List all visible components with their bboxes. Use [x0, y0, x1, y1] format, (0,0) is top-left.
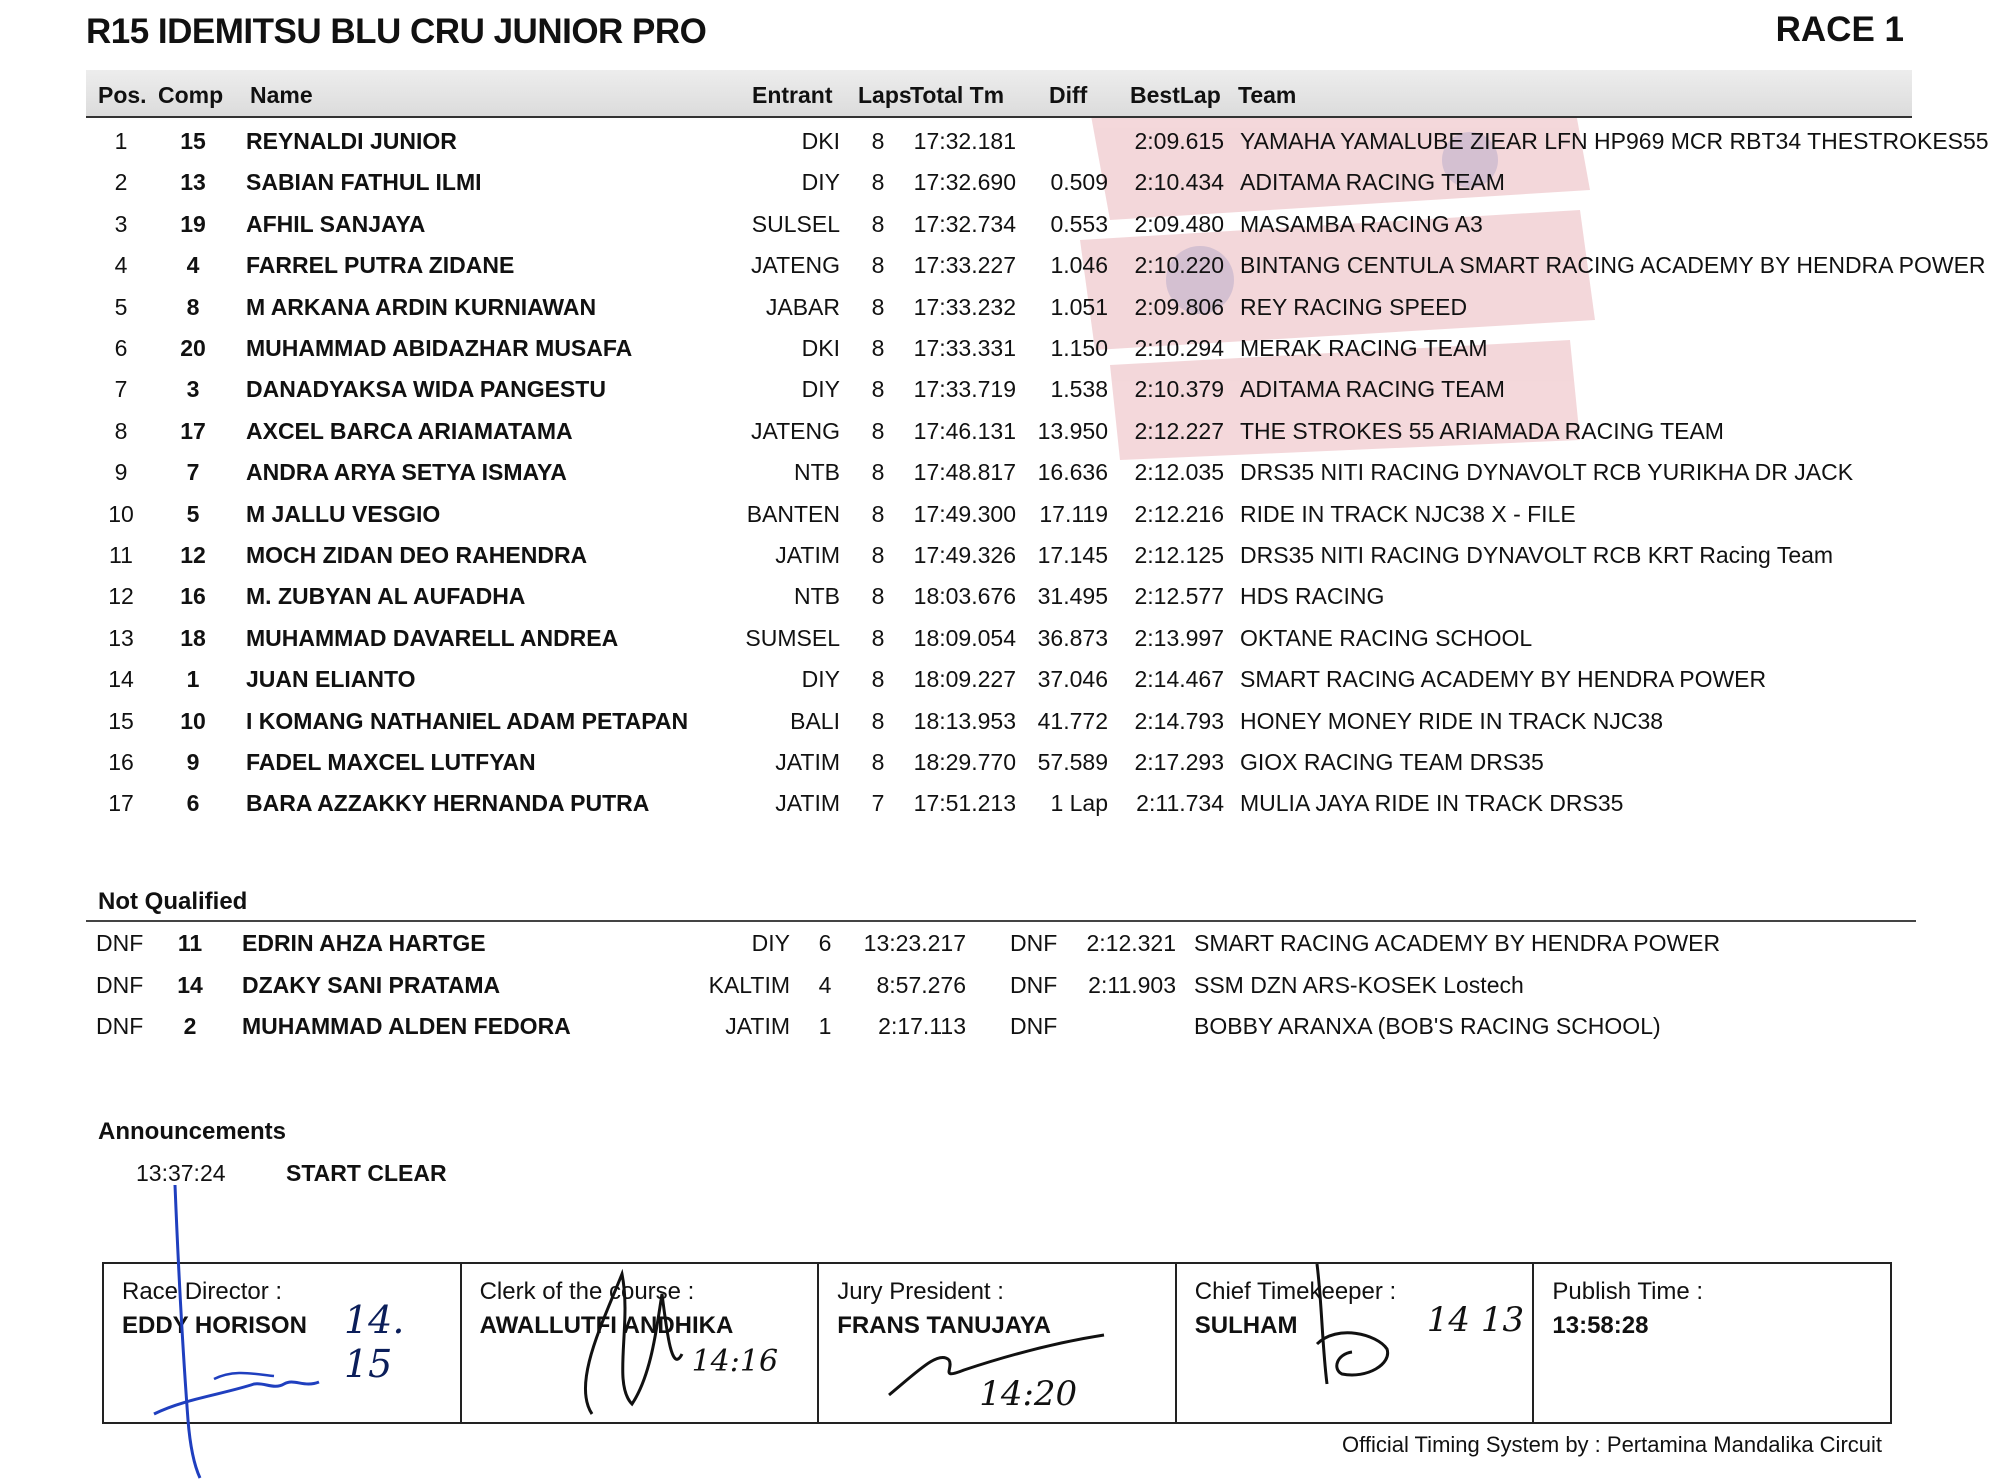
cell-name: MUHAMMAD ALDEN FEDORA — [242, 1013, 571, 1039]
header-pos: Pos. — [98, 82, 147, 108]
cell-name: EDRIN AHZA HARTGE — [242, 930, 486, 956]
cell-laps: 8 — [871, 583, 885, 610]
cell-pos: 2 — [114, 169, 128, 196]
table-row — [0, 964, 2000, 1005]
table-row — [0, 1005, 2000, 1046]
table-row — [0, 451, 2000, 492]
cell-pos: 15 — [108, 707, 134, 734]
cell-pos: 16 — [108, 749, 134, 775]
cell-diff: 1 Lap — [1050, 790, 1108, 817]
cell-entrant: JABAR — [765, 293, 840, 320]
cell-total: 17:33.331 — [913, 335, 1016, 361]
cell-best: 2:09.480 — [1134, 210, 1224, 237]
cell-comp: 20 — [180, 335, 206, 361]
document-title: R15 IDEMITSU BLU CRU JUNIOR PRO — [86, 12, 707, 51]
cell-comp: 7 — [186, 459, 200, 486]
table-row — [0, 922, 2000, 963]
header-laps: Laps — [858, 82, 912, 108]
cell-best: 2:12.577 — [1134, 583, 1224, 610]
table-row — [0, 286, 2000, 327]
cell-team: DRS35 NITI RACING DYNAVOLT RCB KRT Racing Team — [1240, 542, 1834, 568]
cell-comp: 16 — [180, 583, 206, 610]
handwritten-time: 14:16 — [691, 1344, 779, 1379]
cell-pos: 4 — [114, 252, 128, 279]
not-qualified-title: Not Qualified — [98, 888, 248, 915]
table-row — [0, 244, 2000, 285]
cell-pos: 9 — [114, 459, 128, 486]
cell-entrant: JATIM — [775, 749, 840, 775]
cell-best: 2:11.734 — [1136, 790, 1224, 817]
cell-laps: 8 — [871, 335, 885, 361]
cell-laps: 8 — [871, 459, 885, 486]
cell-name: M ARKANA ARDIN KURNIAWAN — [246, 293, 597, 320]
cell-total: 2:17.113 — [878, 1013, 966, 1039]
signature-role: Race Director : — [122, 1278, 283, 1305]
cell-comp: 18 — [180, 624, 206, 651]
cell-entrant: DIY — [801, 666, 840, 693]
cell-pos: 1 — [114, 128, 128, 154]
cell-laps: 8 — [871, 624, 885, 651]
cell-name: FARREL PUTRA ZIDANE — [246, 252, 515, 279]
cell-laps: 8 — [871, 749, 885, 775]
cell-team: YAMAHA YAMALUBE ZIEAR LFN HP969 MCR RBT34 THESTROKES55 — [1240, 128, 1989, 154]
cell-total: 18:29.770 — [913, 749, 1016, 775]
signature-name: SULHAM — [1194, 1312, 1298, 1339]
cell-name: AFHIL SANJAYA — [246, 210, 426, 237]
cell-comp: 9 — [186, 749, 200, 775]
cell-entrant: BALI — [790, 707, 840, 734]
cell-comp: 11 — [177, 930, 203, 956]
cell-team: ADITAMA RACING TEAM — [1240, 376, 1505, 403]
cell-laps: 8 — [871, 376, 885, 403]
cell-total: 17:33.719 — [913, 376, 1016, 403]
cell-name: JUAN ELIANTO — [246, 666, 416, 693]
cell-team: MASAMBA RACING A3 — [1240, 210, 1483, 237]
cell-diff: 0.509 — [1050, 169, 1108, 196]
cell-team: RIDE IN TRACK NJC38 X - FILE — [1240, 500, 1576, 527]
signature-role: Chief Timekeeper : — [1194, 1278, 1397, 1305]
cell-diff: 41.772 — [1037, 707, 1108, 734]
header-bestlap: BestLap — [1130, 82, 1221, 108]
cell-name: BARA AZZAKKY HERNANDA PUTRA — [246, 790, 650, 817]
cell-name: MOCH ZIDAN DEO RAHENDRA — [246, 542, 588, 568]
cell-laps: 8 — [871, 542, 885, 568]
announcement-text: START CLEAR — [286, 1160, 447, 1186]
cell-name: AXCEL BARCA ARIAMATAMA — [246, 417, 573, 444]
cell-team: ADITAMA RACING TEAM — [1240, 169, 1505, 196]
cell-diff: DNF — [1010, 971, 1058, 998]
cell-total: 17:48.817 — [913, 459, 1016, 486]
cell-best: 2:10.379 — [1134, 376, 1224, 403]
table-row — [0, 782, 2000, 823]
cell-pos: 3 — [114, 210, 128, 237]
handwritten-time: 14 13 — [1426, 1300, 1525, 1340]
signature-role: Jury President : — [837, 1278, 1004, 1305]
cell-comp: 6 — [186, 790, 200, 817]
cell-laps: 8 — [871, 666, 885, 693]
cell-pos: 13 — [108, 624, 134, 651]
cell-best: 2:10.294 — [1134, 335, 1224, 361]
cell-diff: DNF — [1010, 1013, 1058, 1039]
cell-team: SMART RACING ACADEMY BY HENDRA POWER — [1194, 930, 1721, 956]
cell-entrant: NTB — [794, 583, 840, 610]
announcements-title: Announcements — [98, 1118, 287, 1145]
cell-diff: 37.046 — [1037, 666, 1108, 693]
cell-entrant: DKI — [801, 335, 840, 361]
cell-team: GIOX RACING TEAM DRS35 — [1240, 749, 1544, 775]
cell-team: OKTANE RACING SCHOOL — [1240, 624, 1533, 651]
cell-laps: 4 — [818, 971, 832, 998]
cell-diff: 1.046 — [1050, 252, 1108, 279]
cell-total: 17:33.227 — [913, 252, 1016, 279]
cell-name: DZAKY SANI PRATAMA — [242, 971, 501, 998]
cell-pos: 14 — [108, 666, 134, 693]
cell-laps: 6 — [818, 930, 832, 956]
cell-comp: 5 — [186, 500, 200, 527]
cell-diff: 57.589 — [1037, 749, 1108, 775]
cell-diff: DNF — [1010, 930, 1058, 956]
cell-team: REY RACING SPEED — [1240, 293, 1468, 320]
cell-total: 17:51.213 — [913, 790, 1016, 817]
table-row — [0, 741, 2000, 782]
header-name: Name — [250, 82, 313, 108]
cell-best: 2:13.997 — [1134, 624, 1224, 651]
signature-name: EDDY HORISON — [122, 1312, 307, 1339]
cell-entrant: BANTEN — [746, 500, 840, 527]
table-row — [0, 700, 2000, 741]
cell-comp: 15 — [180, 128, 206, 154]
cell-pos: 17 — [108, 790, 134, 817]
cell-pos: 8 — [114, 417, 128, 444]
handwritten-time: 14:20 — [979, 1374, 1078, 1414]
cell-diff: 1.538 — [1050, 376, 1108, 403]
cell-team: BINTANG CENTULA SMART RACING ACADEMY BY HENDRA POWER — [1240, 252, 1986, 279]
cell-team: SSM DZN ARS-KOSEK Lostech — [1194, 971, 1524, 998]
cell-best: 2:10.220 — [1134, 252, 1224, 279]
table-row — [0, 368, 2000, 409]
cell-team: THE STROKES 55 ARIAMADA RACING TEAM — [1240, 417, 1724, 444]
cell-name: M. ZUBYAN AL AUFADHA — [246, 583, 526, 610]
cell-team: BOBBY ARANXA (BOB'S RACING SCHOOL) — [1194, 1013, 1661, 1039]
cell-diff: 1.051 — [1050, 293, 1108, 320]
cell-best: 2:14.467 — [1134, 666, 1224, 693]
cell-entrant: JATIM — [725, 1013, 790, 1039]
cell-diff: 17.145 — [1037, 542, 1108, 568]
cell-diff: 16.636 — [1037, 459, 1108, 486]
cell-best: 2:12.321 — [1086, 930, 1176, 956]
cell-pos: 11 — [109, 542, 133, 568]
signature-box-jury-president — [819, 1264, 1177, 1422]
cell-total: 17:49.300 — [913, 500, 1016, 527]
cell-team: SMART RACING ACADEMY BY HENDRA POWER — [1240, 666, 1767, 693]
cell-best: 2:17.293 — [1134, 749, 1224, 775]
cell-laps: 8 — [871, 500, 885, 527]
cell-laps: 8 — [871, 252, 885, 279]
cell-total: 18:13.953 — [913, 707, 1016, 734]
cell-comp: 4 — [186, 252, 200, 279]
cell-diff: 17.119 — [1039, 500, 1108, 527]
cell-best: 2:10.434 — [1134, 169, 1224, 196]
cell-best: 2:14.793 — [1134, 707, 1224, 734]
cell-laps: 8 — [871, 293, 885, 320]
header-rule — [86, 116, 1912, 118]
cell-name: M JALLU VESGIO — [246, 500, 441, 527]
cell-comp: 12 — [180, 542, 206, 568]
cell-pos: 10 — [108, 500, 134, 527]
cell-total: 8:57.276 — [876, 971, 966, 998]
signature-box-chief-timekeeper — [1177, 1264, 1535, 1422]
header-team: Team — [1238, 82, 1297, 108]
cell-pos: DNF — [96, 971, 144, 998]
cell-diff: 13.950 — [1037, 417, 1108, 444]
cell-entrant: JATENG — [750, 417, 840, 444]
table-row — [0, 534, 2000, 575]
table-row — [0, 617, 2000, 658]
header-diff: Diff — [1049, 82, 1088, 108]
cell-entrant: NTB — [794, 459, 840, 486]
table-row — [0, 327, 2000, 368]
cell-entrant: JATIM — [775, 790, 840, 817]
cell-name: I KOMANG NATHANIEL ADAM PETAPAN — [246, 707, 689, 734]
cell-name: MUHAMMAD ABIDAZHAR MUSAFA — [246, 335, 633, 361]
cell-team: HDS RACING — [1240, 583, 1385, 610]
cell-name: FADEL MAXCEL LUTFYAN — [246, 749, 536, 775]
cell-comp: 1 — [186, 666, 200, 693]
signature-name: AWALLUTFI ANDHIKA — [479, 1312, 734, 1339]
cell-total: 18:09.054 — [913, 624, 1016, 651]
cell-total: 18:09.227 — [913, 666, 1016, 693]
cell-name: DANADYAKSA WIDA PANGESTU — [246, 376, 606, 403]
cell-best: 2:12.216 — [1134, 500, 1224, 527]
cell-comp: 17 — [180, 417, 206, 444]
cell-name: MUHAMMAD DAVARELL ANDREA — [246, 624, 619, 651]
cell-best: 2:11.903 — [1088, 971, 1176, 998]
cell-total: 17:32.690 — [913, 169, 1016, 196]
table-row — [0, 410, 2000, 451]
table-row — [0, 120, 2000, 161]
cell-comp: 2 — [183, 1013, 197, 1039]
cell-total: 17:32.181 — [913, 128, 1016, 154]
cell-name: ANDRA ARYA SETYA ISMAYA — [246, 459, 567, 486]
cell-best: 2:09.615 — [1134, 128, 1224, 154]
cell-name: REYNALDI JUNIOR — [246, 128, 457, 154]
table-row — [0, 493, 2000, 534]
header-entrant: Entrant — [752, 82, 833, 108]
signature-role: Clerk of the course : — [479, 1278, 695, 1305]
cell-total: 17:33.232 — [913, 293, 1016, 320]
cell-total: 17:49.326 — [913, 542, 1016, 568]
cell-laps: 8 — [871, 417, 885, 444]
cell-laps: 1 — [818, 1013, 832, 1039]
cell-total: 13:23.217 — [863, 930, 966, 956]
cell-entrant: KALTIM — [708, 971, 790, 998]
cell-laps: 8 — [871, 707, 885, 734]
header-comp: Comp — [158, 82, 224, 108]
cell-pos: 6 — [114, 335, 128, 361]
table-row — [0, 575, 2000, 616]
cell-comp: 14 — [177, 971, 203, 998]
cell-comp: 3 — [186, 376, 200, 403]
cell-pos: 12 — [108, 583, 134, 610]
cell-name: SABIAN FATHUL ILMI — [246, 169, 482, 196]
table-row — [0, 658, 2000, 699]
cell-diff: 31.495 — [1037, 583, 1108, 610]
cell-pos: 7 — [114, 376, 128, 403]
cell-comp: 10 — [180, 707, 206, 734]
cell-entrant: JATENG — [750, 252, 840, 279]
signature-box-race-director — [104, 1264, 462, 1422]
cell-comp: 13 — [180, 169, 206, 196]
cell-laps: 8 — [871, 128, 885, 154]
cell-team: HONEY MONEY RIDE IN TRACK NJC38 — [1240, 707, 1664, 734]
cell-team: MERAK RACING TEAM — [1240, 335, 1488, 361]
cell-laps: 8 — [871, 169, 885, 196]
signature-box-publish-time — [1534, 1264, 1890, 1422]
column-header — [86, 70, 1912, 116]
cell-pos: DNF — [96, 1013, 144, 1039]
table-row — [0, 203, 2000, 244]
cell-comp: 8 — [186, 293, 200, 320]
cell-laps: 7 — [871, 790, 885, 817]
cell-diff: 1.150 — [1050, 335, 1108, 361]
table-row — [0, 161, 2000, 202]
cell-diff: 36.873 — [1037, 624, 1108, 651]
cell-pos: 5 — [114, 293, 128, 320]
signature-name: FRANS TANUJAYA — [837, 1312, 1052, 1339]
cell-entrant: SUMSEL — [745, 624, 840, 651]
cell-entrant: SULSEL — [751, 210, 840, 237]
cell-entrant: DIY — [751, 930, 790, 956]
cell-entrant: DIY — [801, 169, 840, 196]
cell-entrant: DKI — [801, 128, 840, 154]
cell-diff: 0.553 — [1050, 210, 1108, 237]
signature-box-clerk — [462, 1264, 820, 1422]
cell-total: 17:46.131 — [913, 417, 1016, 444]
signature-table — [102, 1262, 1892, 1424]
signature-race-director — [144, 1354, 344, 1424]
cell-laps: 8 — [871, 210, 885, 237]
cell-best: 2:09.806 — [1134, 293, 1224, 320]
cell-team: DRS35 NITI RACING DYNAVOLT RCB YURIKHA DR JACK — [1240, 459, 1854, 486]
publish-time: 13:58:28 — [1552, 1312, 1649, 1339]
header-total: Total Tm — [910, 82, 1005, 108]
cell-best: 2:12.125 — [1134, 542, 1224, 568]
race-label: RACE 1 — [1775, 10, 1904, 49]
footer-credit: Official Timing System by : Pertamina Mandalika Circuit — [1342, 1432, 1882, 1457]
cell-team: MULIA JAYA RIDE IN TRACK DRS35 — [1240, 790, 1624, 817]
cell-best: 2:12.035 — [1134, 459, 1224, 486]
cell-best: 2:12.227 — [1134, 417, 1224, 444]
cell-pos: DNF — [96, 930, 144, 956]
cell-entrant: DIY — [801, 376, 840, 403]
signature-role: Publish Time : — [1552, 1278, 1704, 1305]
cell-total: 18:03.676 — [913, 583, 1016, 610]
announcement-time: 13:37:24 — [136, 1160, 226, 1186]
cell-comp: 19 — [180, 210, 206, 237]
cell-total: 17:32.734 — [913, 210, 1016, 237]
cell-entrant: JATIM — [775, 542, 840, 568]
handwritten-time: 14. 15 — [344, 1298, 405, 1386]
